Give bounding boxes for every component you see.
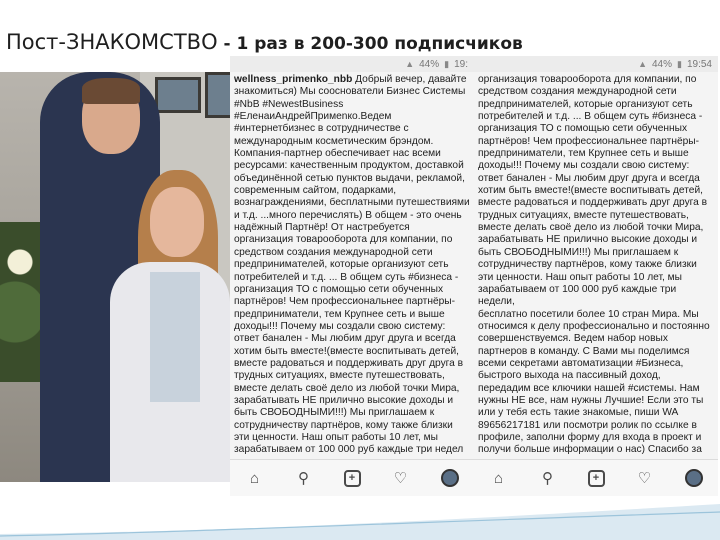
photo-wall-frame xyxy=(155,77,201,113)
title-subtitle: 1 раз в 200-300 подписчиков xyxy=(236,34,523,54)
photo-wall-frame xyxy=(205,72,230,118)
battery-icon: ▮ xyxy=(677,58,682,69)
battery-level: 44% xyxy=(419,58,440,70)
photo-man-hair xyxy=(82,78,140,104)
battery-icon: ▮ xyxy=(444,58,450,69)
clock: 19: xyxy=(454,58,468,70)
search-icon[interactable]: ⚲ xyxy=(298,470,309,487)
clock: 19:54 xyxy=(686,58,712,70)
battery-level: 44% xyxy=(652,58,673,70)
heart-icon[interactable]: ♡ xyxy=(393,470,408,487)
phone-screenshot-left xyxy=(230,56,474,496)
couple-photo xyxy=(0,72,230,482)
profile-avatar-icon[interactable] xyxy=(685,469,703,487)
profile-avatar-icon[interactable] xyxy=(441,469,459,487)
home-icon[interactable]: ⌂ xyxy=(493,469,504,487)
add-post-icon[interactable]: + xyxy=(344,470,361,487)
signal-icon: ▲ xyxy=(405,59,415,69)
photo-plant xyxy=(0,222,45,382)
status-bar xyxy=(230,56,474,72)
home-icon[interactable]: ⌂ xyxy=(249,469,260,487)
post-username[interactable]: wellness_primenko_nbb xyxy=(234,74,353,85)
slide-title xyxy=(6,30,716,54)
bottom-nav xyxy=(230,459,474,496)
status-bar xyxy=(474,56,718,72)
phone-screenshot-right xyxy=(474,56,718,496)
post-body: Добрый вечер, давайте знакомиться) Мы сооснователи Бизнес Системы #NbB #NewestBusiness #ЕленаиАндрейПримеnко.Ведем #интернетбизнес в сотрудничестве с международным косметическим брэндом. Компания-партнер обеспечивает нас всеми ресурсами: качественным продуктом, доставкой объединённой сетью пунктов выдачи, рекламой, современным сайтом, подарками, вознаграждениями, бесплатными путешествиями и т.д. ...много перечислять) В общем - это очень надёжный Партнёр! От настребуется организация товарооборота для компании, по средством создания международной сети предпринимателей, которые организуют сеть потребителей и т.д. ... В общем суть #бизнеса - организация ТО с помощью сети обученных партнёров! Чем профессиональнее партнёры- предприниматели, тем Крупнее сеть и выше доходы!!! Почему мы создали свою систему: ответ банален - Мы любим друг друга и всегда хотим быть вместе!(вместе воспитывать детей, вместе радоваться и поддерживать друг друга в трудных ситуациях, вместе путешествовать, вместе делать своё дело из любой точки Мира, зарабатывать НЕ прилично высокие доходы и быть СВОБОДНЫМИ!!!) Мы приглашаем к сотрудничеству партнёров, кому также близки эти ценности. Наш опыт работы 10 лет, мы зарабатываем от 100 000 руб каждые три недел xyxy=(234,74,470,456)
heart-icon[interactable]: ♡ xyxy=(637,470,652,487)
post-caption xyxy=(230,72,474,457)
footer-decoration xyxy=(0,496,720,540)
bottom-nav xyxy=(474,459,718,496)
photo-woman-head xyxy=(150,187,204,257)
title-dash: - xyxy=(217,34,237,54)
photo-woman-blouse xyxy=(150,272,200,402)
search-icon[interactable]: ⚲ xyxy=(542,470,553,487)
signal-icon: ▲ xyxy=(638,59,647,69)
post-caption-continued: организация товарооборота для компании, по средством создания международной сети предпринимателей, которые организуют сеть потребителей и т.д. ... В общем суть #бизнеса - организация ТО с помощью сети обученных партнёров! Чем профессиональнее партнёры- предприниматели, тем Крупнее сеть и выше доходы!!! Почему мы создали свою систему: ответ банален - Мы любим друг друга и всегда хотим быть вместе!(вместе воспитывать детей, вместе радоваться и поддерживать друг друга в трудных ситуациях, вместе путешествовать, вместе делать своё дело из любой точки Мира, зарабатывать НЕ прилично высокие доходы и быть СВОБОДНЫМИ!!!) Мы приглашаем к сотрудничеству партнёров, кому также близки эти ценности. Наш опыт работы 10 лет, мы зарабатываем от 100 000 руб каждые три недели, бесплатно посетили более 10 стран Мира. Мы относимся к делу профессионально и постоянно совершенствуемся. Ведем набор новых партнеров в команду. С Вами мы поделимся всеми секретами автоматизации #Бизнеса, быстрого выхода на пассивный доход, передадим все ключики нашей #системы. Нам нужны НЕ все, нам нужны Лучшие! Если это ты или у тебя есть такие знакомые, пиши WA 89656217181 или посмотри ролик по ссылке в профиле, заполни форму для входа в проект и получи больше информации о нас) Спасибо за xyxy=(478,74,710,456)
title-main: Пост-ЗНАКОМСТВО xyxy=(6,30,218,54)
footer-wave xyxy=(0,504,720,540)
add-post-icon[interactable]: + xyxy=(588,470,605,487)
